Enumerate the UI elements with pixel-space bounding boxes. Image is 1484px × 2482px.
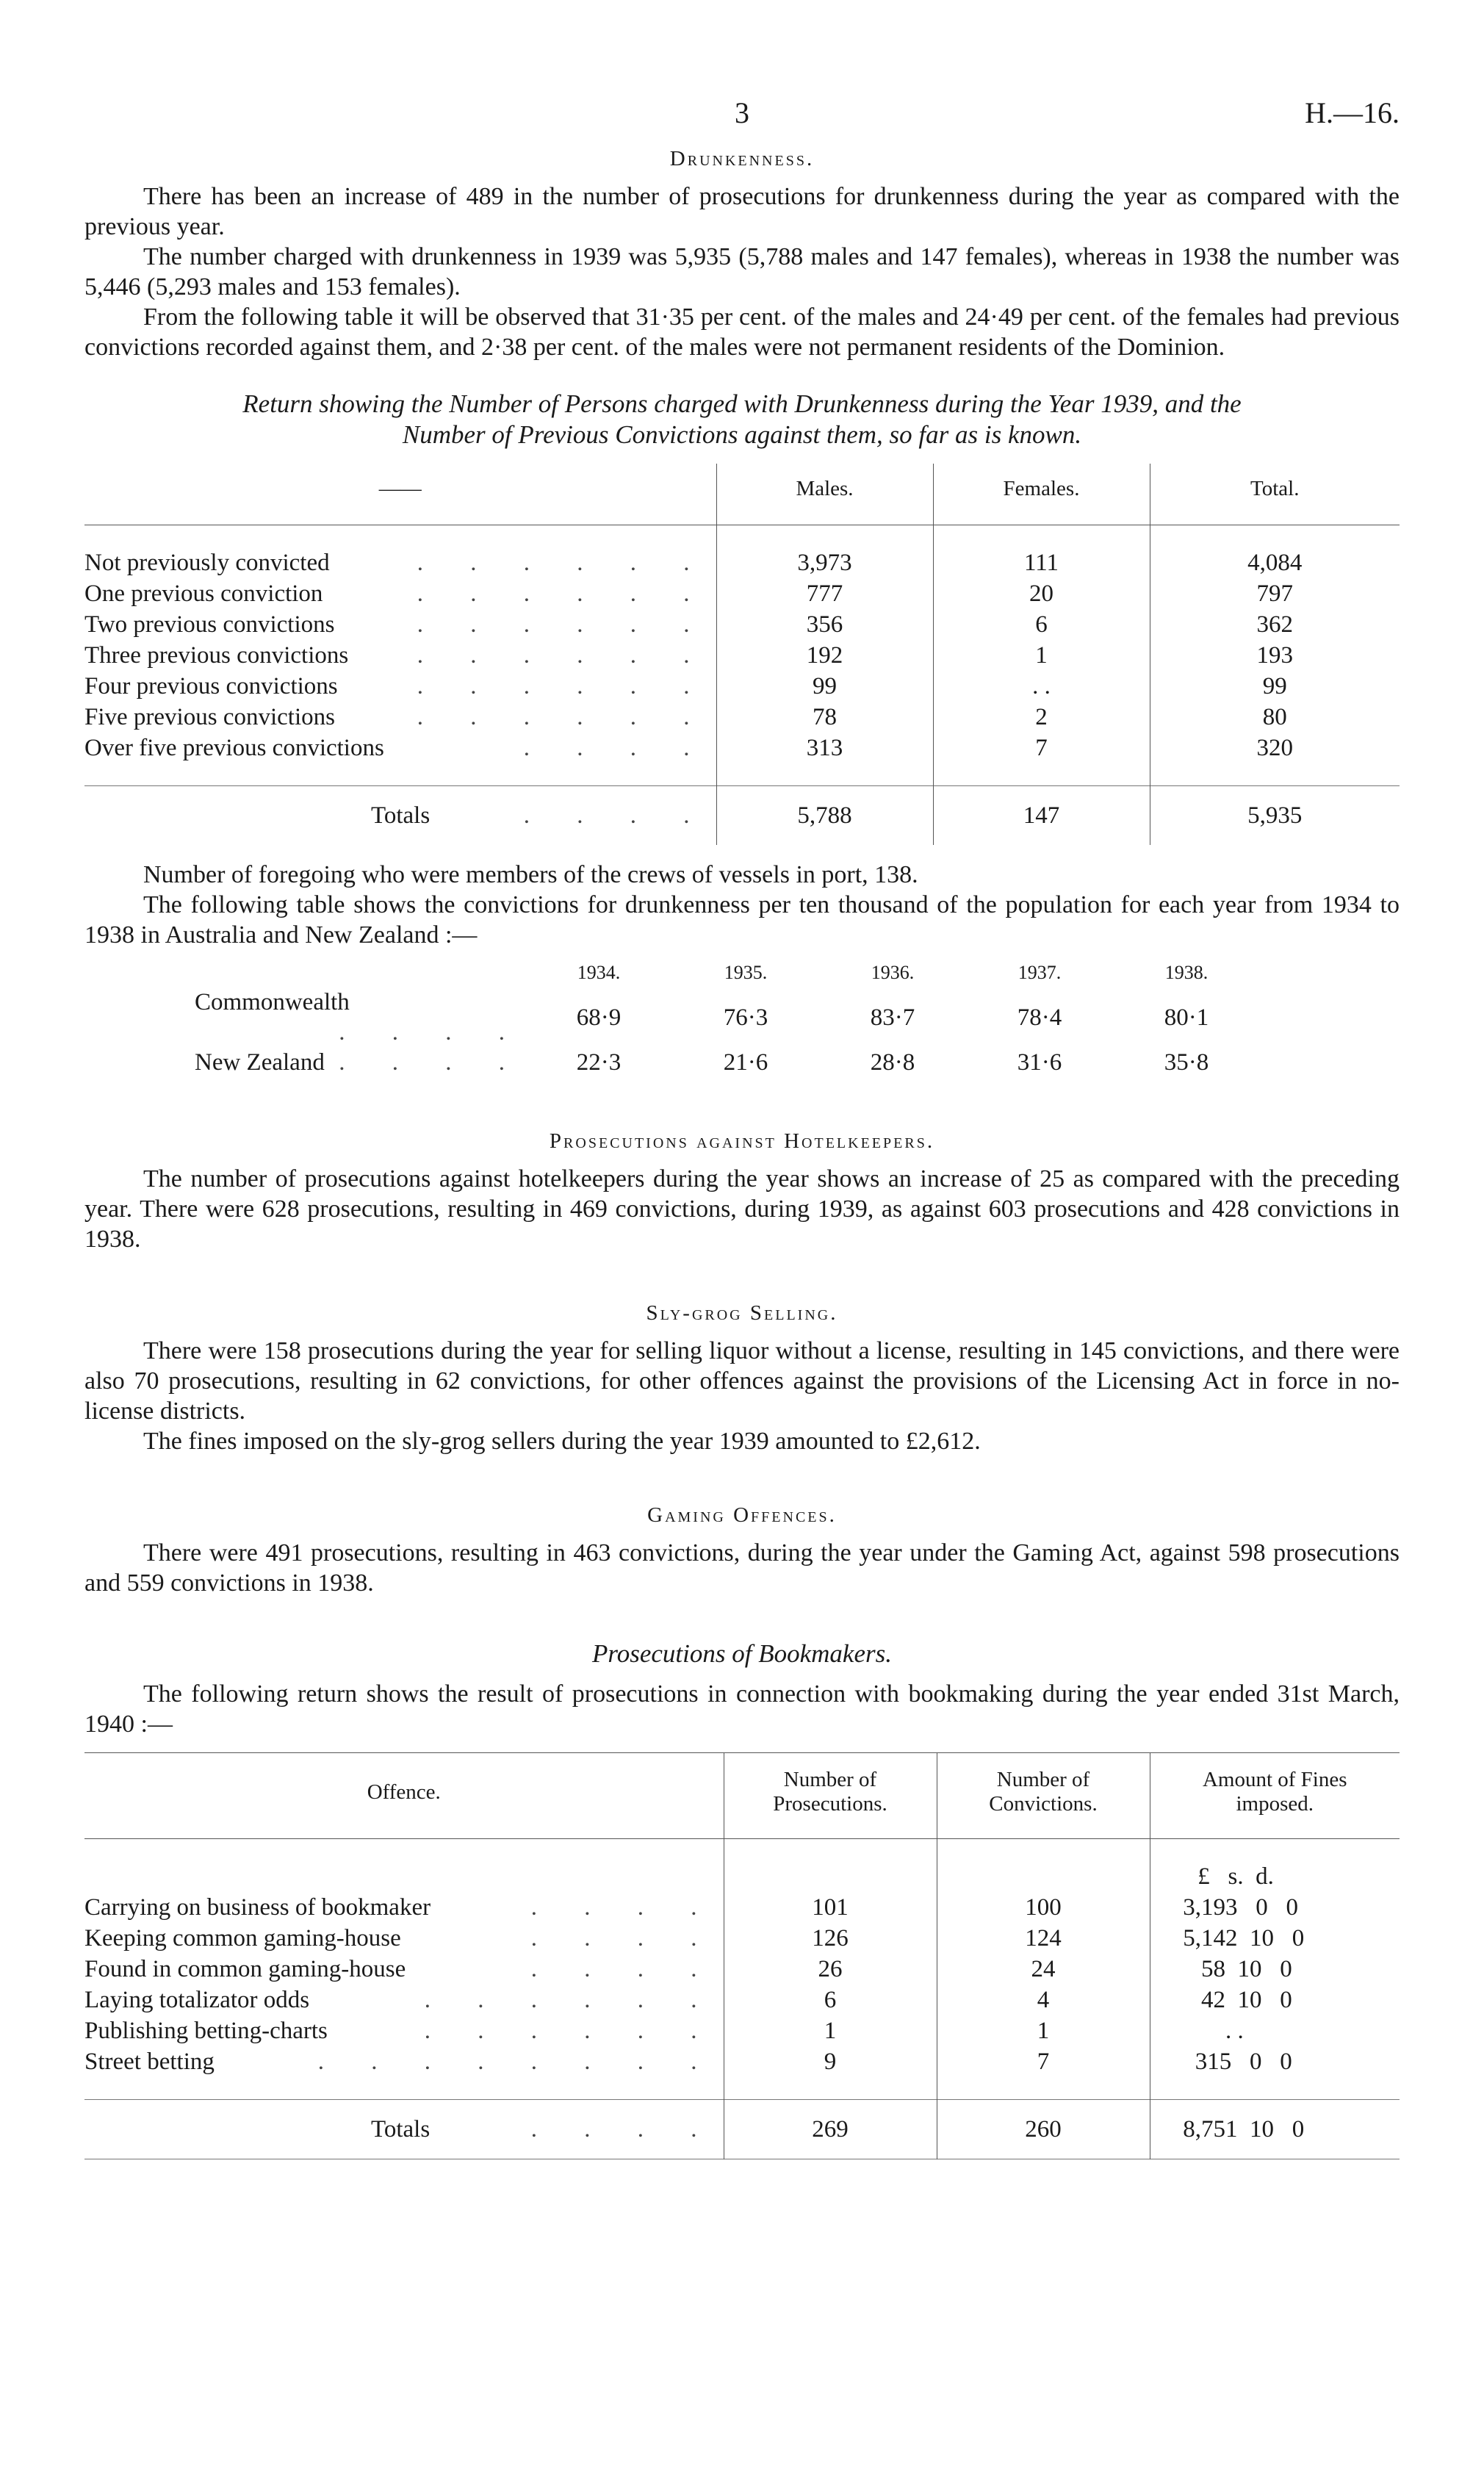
- table-row: Publishing betting-charts . . . . . . 1 1 . .: [84, 2015, 1400, 2046]
- column-header: Amount of Fines imposed.: [1150, 1753, 1400, 1839]
- currency-header: £ s. d.: [1197, 1863, 1274, 1890]
- column-header: Number of Prosecutions.: [724, 1753, 937, 1839]
- paragraph: There were 158 prosecutions during the year for selling liquor without a license, resulting in 145 convictions, and there were also 70 prosecutions, resulting in 62 convictions, for other offences against the provisions of the Licensing Act in force in no-license districts.: [84, 1337, 1400, 1425]
- totals-row: Totals . . . . 5,788 147 5,935: [84, 786, 1400, 846]
- year-header: 1935.: [724, 962, 768, 983]
- column-header: Offence.: [84, 1753, 724, 1839]
- drunkenness-table: [84, 464, 1400, 845]
- page-number: 3: [735, 96, 749, 129]
- table-row: Found in common gaming-house . . . . 26 24 58 10 0: [84, 1954, 1400, 1985]
- paragraph: The following return shows the result of prosecutions in connection with bookmaking during the year ended 31st March, 1940 :—: [84, 1680, 1400, 1738]
- table-row: New Zealand . . . . 22·3 21·6 28·8 31·6 35·8: [195, 1049, 1209, 1076]
- paragraph: Number of foregoing who were members of the crews of vessels in port, 138.: [143, 861, 918, 888]
- table-row: Street betting . . . . . . . . 9 7 315 0 0: [84, 2046, 1400, 2077]
- column-header: Males.: [716, 464, 933, 525]
- column-header: Number of Convictions.: [937, 1753, 1150, 1839]
- totals-row: Totals . . . . 269 260 8,751 10 0: [84, 2100, 1400, 2159]
- column-header: Total.: [1150, 464, 1400, 525]
- table-row: One previous conviction . . . . . . 777 20 797: [84, 578, 1400, 609]
- year-header: 1934.: [577, 962, 621, 983]
- section-heading-drunkenness: Drunkenness.: [669, 147, 815, 170]
- paragraph: There has been an increase of 489 in the number of prosecutions for drunkenness during the year as compared with the previous year.: [84, 183, 1400, 240]
- paragraph: The fines imposed on the sly-grog sellers during the year 1939 amounted to £2,612.: [143, 1428, 981, 1455]
- column-header: Females.: [933, 464, 1150, 525]
- paragraph: The number charged with drunkenness in 1939 was 5,935 (5,788 males and 147 females), whereas in 1938 the number was 5,446 (5,293 males and 153 females).: [84, 243, 1400, 301]
- rates-table: [195, 957, 1260, 1078]
- paragraph: The number of prosecutions against hotelkeepers during the year shows an increase of 25 as compared with the preceding year. There were 628 prosecutions, resulting in 469 convictions, during 1939, as against 603 prosecutions and 428 convictions in 1938.: [84, 1165, 1400, 1253]
- table-row: Over five previous convictions . . . . 313 7 320: [84, 733, 1400, 763]
- page-header: [84, 96, 1400, 147]
- section-heading-gaming: Gaming Offences.: [647, 1503, 837, 1527]
- table-row: Four previous convictions . . . . . . 99 . . 99: [84, 671, 1400, 702]
- section-heading-sly-grog: Sly-grog Selling.: [646, 1301, 838, 1325]
- table-caption: Return showing the Number of Persons charged with Drunkenness during the Year 1939, and the Number of Previous Convictions against them, so far as is known.: [242, 389, 1242, 449]
- paragraph: The following table shows the convictions for drunkenness per ten thousand of the population for each year from 1934 to 1938 in Australia and New Zealand :—: [84, 891, 1400, 949]
- table-row: Two previous convictions . . . . . . 356 6 362: [84, 609, 1400, 640]
- year-header: 1938.: [1164, 962, 1209, 983]
- table-row: Not previously convicted . . . . . . 3,973 111 4,084: [84, 547, 1400, 578]
- table-row: Commonwealth . . . . 68·9 76·3 83·7 78·4 80·1: [195, 989, 1209, 1046]
- year-header: 1937.: [1017, 962, 1062, 983]
- document-page: [84, 96, 1400, 2159]
- table-row: Laying totalizator odds . . . . . . 6 4 42 10 0: [84, 1985, 1400, 2015]
- section-heading-hotelkeepers: Prosecutions against Hotelkeepers.: [549, 1129, 935, 1153]
- paragraph: There were 491 prosecutions, resulting in 463 convictions, during the year under the Gaming Act, against 598 prosecutions and 559 convictions in 1938.: [84, 1539, 1400, 1597]
- table-row: Carrying on business of bookmaker . . . . 101 100 3,193 0 0: [84, 1892, 1400, 1923]
- year-header: 1936.: [871, 962, 915, 983]
- section-heading-bookmakers: Prosecutions of Bookmakers.: [592, 1639, 892, 1668]
- bookmakers-table: [84, 1752, 1400, 2159]
- column-header: ——: [84, 464, 716, 525]
- table-row: Three previous convictions . . . . . . 192 1 193: [84, 640, 1400, 671]
- table-row: Keeping common gaming-house . . . . 126 124 5,142 10 0: [84, 1923, 1400, 1954]
- table-row: Five previous convictions . . . . . . 78 2 80: [84, 702, 1400, 733]
- document-reference: H.—16.: [1305, 96, 1400, 129]
- paragraph: From the following table it will be observed that 31·35 per cent. of the males and 24·49 per cent. of the females had previous convictions recorded against them, and 2·38 per cent. of the males were not permanent residents of the Dominion.: [84, 303, 1400, 361]
